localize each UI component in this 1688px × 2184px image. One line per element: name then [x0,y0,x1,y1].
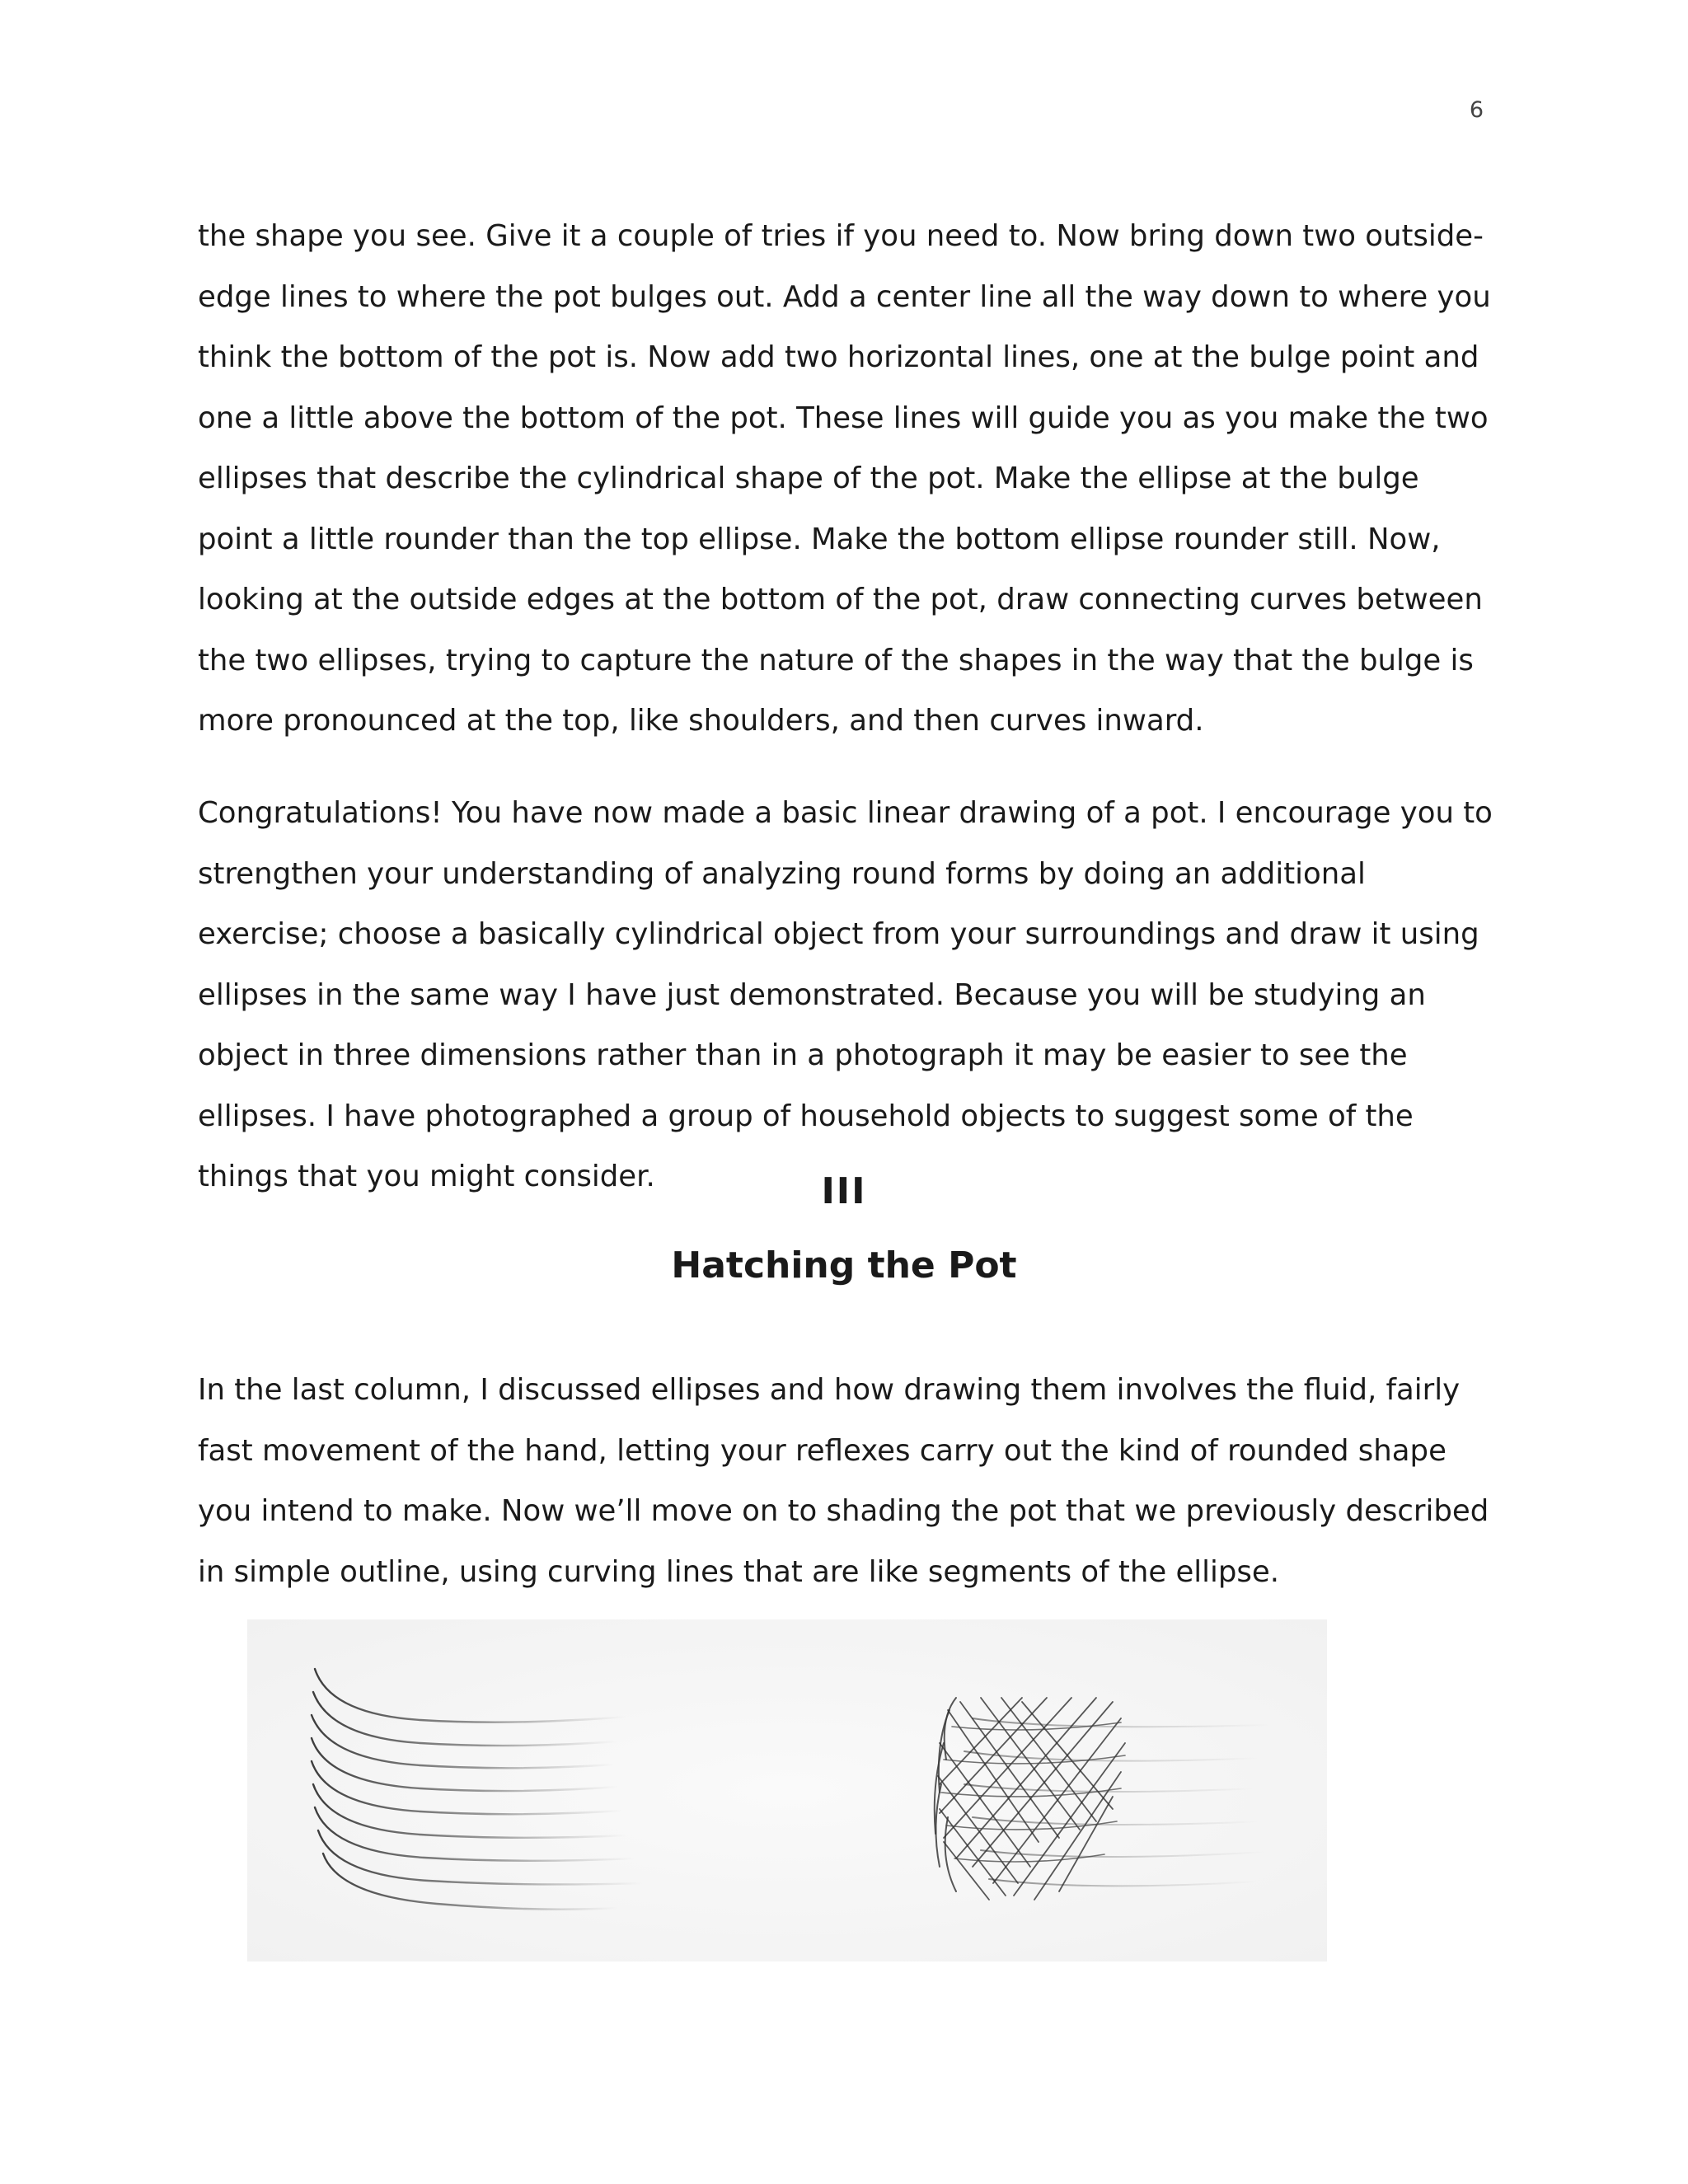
paragraph-2 [198,783,1500,1207]
page-number: 6 [1469,97,1484,123]
paragraph-text: In the last column, I discussed ellipses and how drawing them involves the fluid, fairly fast movement of the hand, letting your reflexes carry out the kind of rounded shape you intend to make. Now we’ll move on to shading the pot that we previously described in simple outline, using curving lines that are like segments of the ellipse. [198,1373,1489,1589]
section-numeral: III [821,1170,867,1212]
paragraph-1 [198,206,1500,752]
paragraph-text: the shape you see. Give it a couple of tries if you need to. Now bring down two outside-edge lines to where the pot bulges out. Add a center line all the way down to where you think the bottom of the pot is. Now add two horizontal lines, one at the bulge point and one a little above the bottom of the pot. These lines will guide you as you make the two ellipses that describe the cylindrical shape of the pot. Make the ellipse at the bulge point a little rounder than the top ellipse. Make the bottom ellipse rounder still. Now, looking at the outside edges at the bottom of the pot, draw connecting curves between the two ellipses, trying to capture the nature of the shapes in the way that the bulge is more pronounced at the top, like shoulders, and then curves inward. [198,219,1491,738]
section-title: Hatching the Pot [671,1244,1017,1286]
paragraph-3 [198,1360,1500,1602]
paragraph-text: Congratulations! You have now made a basic linear drawing of a pot. I encourage you to strengthen your understanding of analyzing round forms by doing an additional exercise; choose a basically cylindrical object from your surroundings and draw it using ellipses in the same way I have just demonstrated. Because you will be studying an object in three dimensions rather than in a photograph it may be easier to see the ellipses. I have photographed a group of household objects to suggest some of the things that you might consider. [198,796,1493,1193]
hatching-illustration [247,1619,1327,1961]
